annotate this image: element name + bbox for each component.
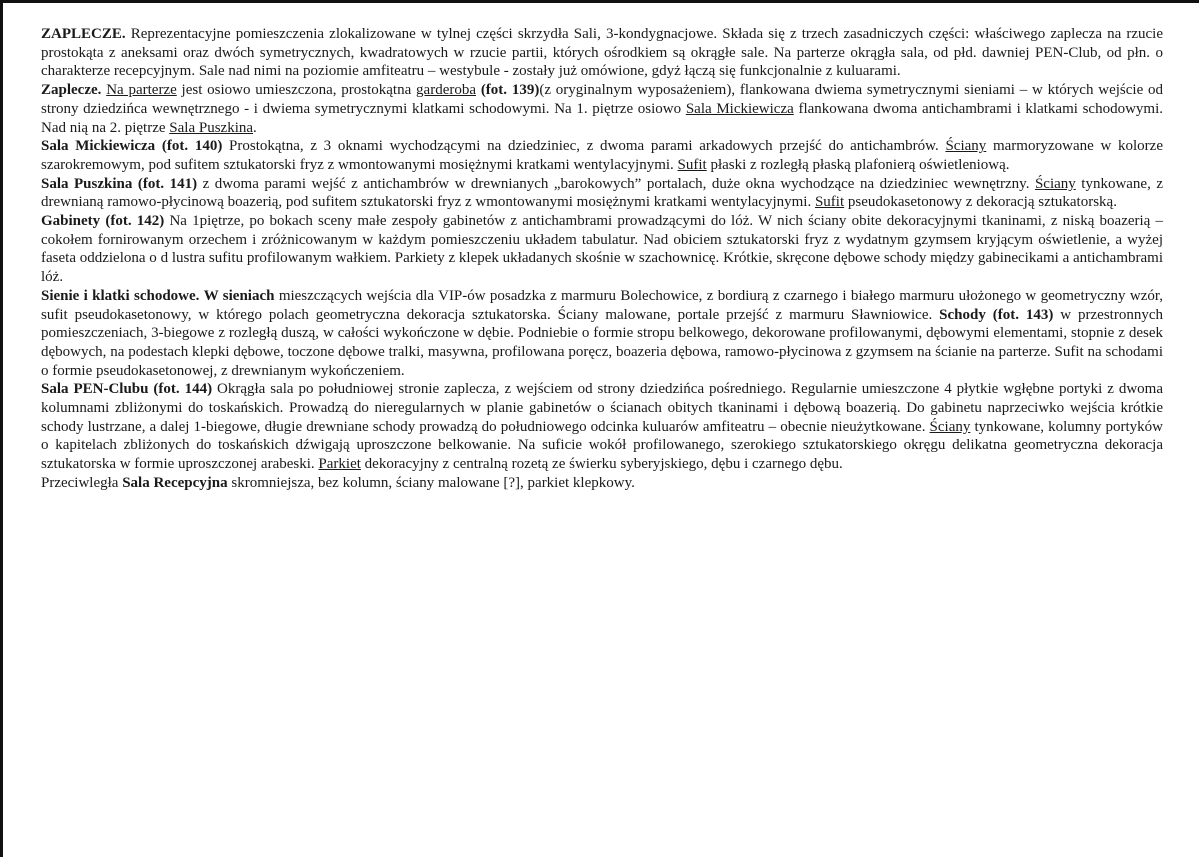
bold-run: Zaplecze.	[41, 82, 102, 99]
text-run: tynkowane, z drewnianą ramowo-płycinową boazerią, pod sufitem sztukatorski fryz z wmontowanymi mosiężnymi kratkami wentylacyjnymi.	[41, 175, 1163, 211]
paragraph-sienie	[41, 287, 1163, 381]
underlined-run: Sufit	[677, 156, 707, 173]
paragraph-zaplecze-intro	[41, 25, 1163, 81]
paragraph-sala-puszkina	[41, 175, 1163, 212]
text-run: tynkowane, kolumny portyków o kapitelach zbliżonych do toskańskich dźwigają uproszczone belkowanie. Na suficie wokół profilowanego, szerokiego sztukatorskiego okręgu delikatna geometryczna dekoracja sztukatorska w formie uproszczonej arabeski.	[41, 418, 1163, 473]
text-run: w przestronnych pomieszczeniach, 3-biegowe z rozległą duszą, w całości wykończone w dębie. Podniebie o formie stropu belkowego, dekorowane profilowanymi, dębowymi elementami, stopnie z desek dębowych, na podestach klepki dębowe, toczone dębowe tralki, masywna, profilowana poręcz, boazeria dębowa, ramowo-płycinowa z gzymsem na ścianie na parterze. Sufit na schodami o formie pseudokasetonowej, z drewnianym wykończeniem.	[41, 306, 1164, 379]
underlined-run: garderoba	[416, 82, 477, 99]
underlined-run: Sala Puszkina	[169, 119, 254, 136]
bold-run: Sienie i klatki schodowe.	[41, 287, 200, 304]
paragraph-gabinety	[41, 212, 1163, 287]
underlined-run: Parkiet	[318, 456, 361, 473]
text-run: (z oryginalnym wyposażeniem), flankowana dwiema symetrycznymi sieniami – w których wejście od strony dziedzińca wewnętrznego - i dwiema symetrycznymi klatkami schodowymi. Na 1. piętrze osiowo	[41, 82, 1164, 117]
text-run: płaski z rozległą płaską plafonierą oświetleniową.	[706, 156, 1010, 173]
underlined-run: Ściany	[929, 418, 971, 435]
paragraph-zaplecze	[41, 81, 1163, 137]
text-run: pseudokasetonowy z dekoracją sztukatorską.	[844, 194, 1117, 211]
paragraph-sala-recepcyjna	[41, 474, 1163, 493]
text-run: dekoracyjny z centralną rozetą ze świerku syberyjskiego, dębu i czarnego dębu.	[360, 456, 843, 473]
text-run: z dwoma parami wejść z antichambrów w drewnianych „barokowych” portalach, duże okna wychodzące na dziedziniec wewnętrzny.	[197, 175, 1035, 192]
text-run: mieszczących wejścia dla VIP-ów posadzka z marmuru Bolechowice, z bordiurą z czarnego i białego marmuru ułożonego w geometryczny wzór, sufit pseudokasetonowy, w którego polach geometryczna dekoracja sztukatorska. Ściany malowane, portale przejść z marmuru Sławniowice.	[41, 287, 1163, 323]
bold-run: (fot. 139)	[480, 82, 540, 99]
text-run: flankowana dwoma antichambrami i klatkami schodowymi. Nad nią na 2. piętrze	[41, 100, 1164, 136]
paragraph-sala-mickiewicza	[41, 137, 1163, 174]
bold-run: ZAPLECZE.	[41, 26, 126, 42]
underlined-run: Sala Mickiewicza	[685, 100, 794, 117]
underlined-run: Na parterze	[106, 82, 177, 99]
bold-run: Sala Puszkina (fot. 141)	[41, 175, 198, 192]
text-run: jest osiowo umieszczona, prostokątna	[176, 82, 417, 99]
bold-run: Schody (fot. 143)	[939, 306, 1054, 323]
text-run: marmoryzowane w kolorze szarokremowym, pod sufitem sztukatorski fryz z wmontowanymi mosiężnymi kratkami wentylacyjnymi.	[41, 138, 1163, 173]
bold-run: Sala Recepcyjna	[122, 474, 228, 491]
bold-run: Gabinety (fot. 142)	[41, 213, 165, 230]
text-run: skromniejsza, bez kolumn, ściany malowane [?], parkiet klepkowy.	[227, 474, 635, 491]
text-run: Na 1piętrze, po bokach sceny małe zespoły gabinetów z antichambrami prowadzącymi do lóż. W nich ściany obite dekoracyjnymi tkaninami, z niską boazerią – cokołem fornirowanym orzechem i zróżnicowanym w każdym pomieszczeniu układem tabulatur. Nad obiciem sztukatorski fryz z wydatnym gzymsem kryjącym oświetlenie, a wyżej faseta oddzielona o d lustra sufitu profilowanym wałkiem. Parkiety z klepek układanych skośnie w szachownicę. Krótkie, skręcone dębowe schody między gabinecikami a antichambrami lóż.	[41, 213, 1164, 286]
bold-run: Sala Mickiewicza (fot. 140)	[41, 138, 223, 155]
text-run: Prostokątna, z 3 oknami wychodzącymi na dziedziniec, z dwoma parami arkadowych przejść do antichambrów.	[222, 138, 946, 155]
underlined-run: Sufit	[814, 194, 845, 211]
paragraph-sala-pen-club	[41, 380, 1163, 474]
underlined-run: Ściany	[1034, 175, 1076, 192]
text-run: Przeciwległa	[41, 474, 123, 491]
text-run: Reprezentacyjne pomieszczenia zlokalizowane w tylnej części skrzydła Sali, 3-kondygnacjowe. Składa się z trzech zasadniczych części: właściwego zaplecza na rzucie prostokąta z aneksami oraz dwóch symetrycznych, kwadratowych w rzucie partii, których ośrodkiem są okrągłe sale. Na parterze okrągła sala, od płd. dawniej PEN-Club, od płn. o charakterze recepcyjnym. Sale nad nimi na poziomie amfiteatru – westybule - zostały już omówione, gdyż łączą się funkcjonalnie z kuluarami.	[41, 26, 1163, 80]
bold-run: Sala PEN-Clubu (fot. 144)	[41, 381, 213, 398]
text-run: Okrągła sala po południowej stronie zaplecza, z wejściem od strony dziedzińca pośredniego. Regularnie umieszczone 4 płytkie wgłębne portyki z dwoma kolumnami zbliżonymi do toskańskich. Prowadzą do nieregularnych w planie gabinetów o ścianach obitych tkaninami i dębową boazerią. Do gabinetu naprzeciwko wejścia krótkie schody lustrzane, a dalej 1-biegowe, długie drewniane schody prowadzą do południowego odcinka kuluarów amfiteatru – obecnie nieużytkowane.	[41, 381, 1163, 435]
text-run: .	[253, 119, 257, 136]
underlined-run: Ściany	[945, 138, 987, 155]
document-text	[41, 25, 1163, 493]
bold-run: W sieniach	[203, 287, 275, 304]
